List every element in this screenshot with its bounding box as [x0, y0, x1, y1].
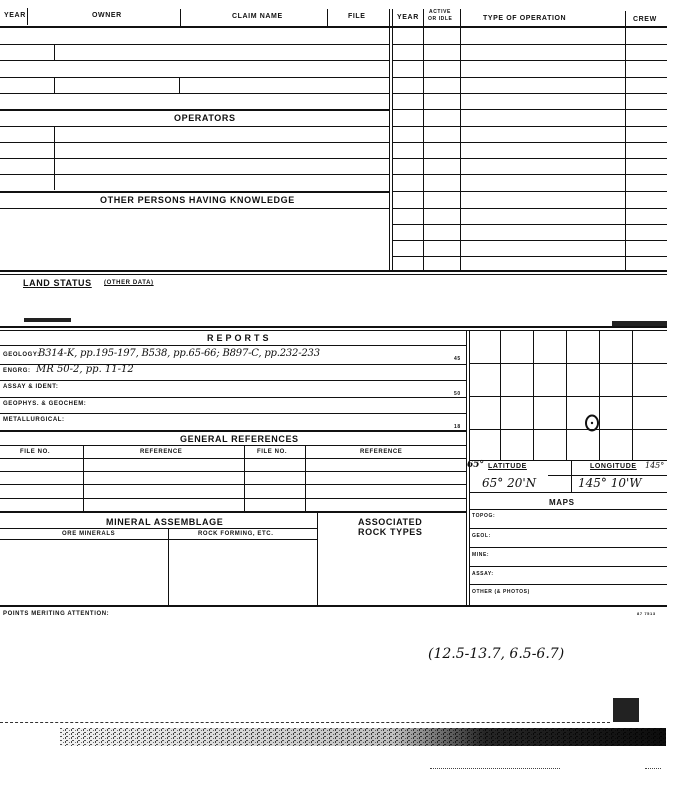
header-owner: OWNER [92, 12, 122, 19]
header-active: ACTIVE [429, 9, 451, 15]
reports-title: REPORTS [207, 333, 272, 343]
mineral-assemblage-title: MINERAL ASSEMBLAGE [106, 517, 224, 527]
operators-heading: OPERATORS [174, 113, 236, 123]
rock-types-label: ROCK TYPES [358, 527, 423, 537]
general-references-title: GENERAL REFERENCES [180, 434, 299, 444]
assay-label: ASSAY & IDENT: [3, 384, 59, 390]
col-reference-1: REFERENCE [140, 449, 183, 455]
land-status-heading: LAND STATUS [23, 278, 92, 288]
maps-other: OTHER (& PHOTOS) [472, 589, 530, 595]
metallurgical-num: 18 [454, 424, 461, 430]
maps-assay: ASSAY: [472, 571, 494, 577]
header-claim-name: CLAIM NAME [232, 13, 283, 20]
header-crew: CREW [633, 16, 657, 23]
header-file: FILE [348, 13, 366, 20]
other-persons-heading: OTHER PERSONS HAVING KNOWLEDGE [100, 195, 295, 205]
header-year: YEAR [4, 12, 26, 19]
ink-smudge [24, 318, 71, 322]
metallurgical-label: METALLURGICAL: [3, 417, 65, 423]
rock-forming-label: ROCK FORMING, ETC. [198, 531, 274, 537]
maps-topog: TOPOG: [472, 513, 496, 519]
scan-dashed-line [0, 722, 610, 723]
geology-value: B314-K, pp.195-197, B538, pp.65-66; B897-C, pp.232-233 [38, 348, 320, 359]
location-circle-mark [583, 413, 601, 433]
geology-label: GEOLOGY: [3, 352, 40, 358]
scan-noise-band [60, 724, 666, 754]
scan-dotted-line [645, 768, 661, 769]
form-number: 87 7513 [637, 611, 656, 616]
latitude-value: 65° 20'N [482, 476, 537, 490]
header-or-idle: OR IDLE [428, 16, 453, 22]
col-reference-2: REFERENCE [360, 449, 403, 455]
points-meriting-attention: POINTS MERITING ATTENTION: [3, 611, 110, 617]
ore-minerals-label: ORE MINERALS [62, 531, 116, 537]
maps-mine: MINE: [472, 552, 490, 558]
col-file-no-1: FILE NO. [20, 449, 51, 455]
scan-dotted-line [430, 768, 560, 769]
header-type-of-operation: TYPE OF OPERATION [483, 15, 567, 22]
header-year-2: YEAR [397, 14, 419, 21]
handwritten-note: (12.5-13.7, 6.5-6.7) [428, 646, 565, 662]
col-file-no-2: FILE NO. [257, 449, 288, 455]
geology-num: 45 [454, 356, 461, 362]
associated-label: ASSOCIATED [358, 517, 423, 527]
land-status-sub: (OTHER DATA) [104, 280, 154, 286]
longitude-value: 145° 10'W [578, 476, 642, 490]
longitude-suffix: 145° [645, 461, 665, 470]
engrg-label: ENGRG: [3, 368, 31, 374]
longitude-label: LONGITUDE [590, 463, 637, 470]
maps-title: MAPS [549, 498, 575, 507]
maps-geol: GEOL: [472, 533, 491, 539]
geophys-label: GEOPHYS. & GEOCHEM: [3, 401, 87, 407]
black-square-mark [613, 698, 639, 722]
latitude-prefix: 65° [467, 460, 485, 470]
assay-num: 50 [454, 391, 461, 397]
latitude-label: LATITUDE [488, 463, 527, 470]
engrg-value: MR 50-2, pp. 11-12 [36, 364, 134, 375]
